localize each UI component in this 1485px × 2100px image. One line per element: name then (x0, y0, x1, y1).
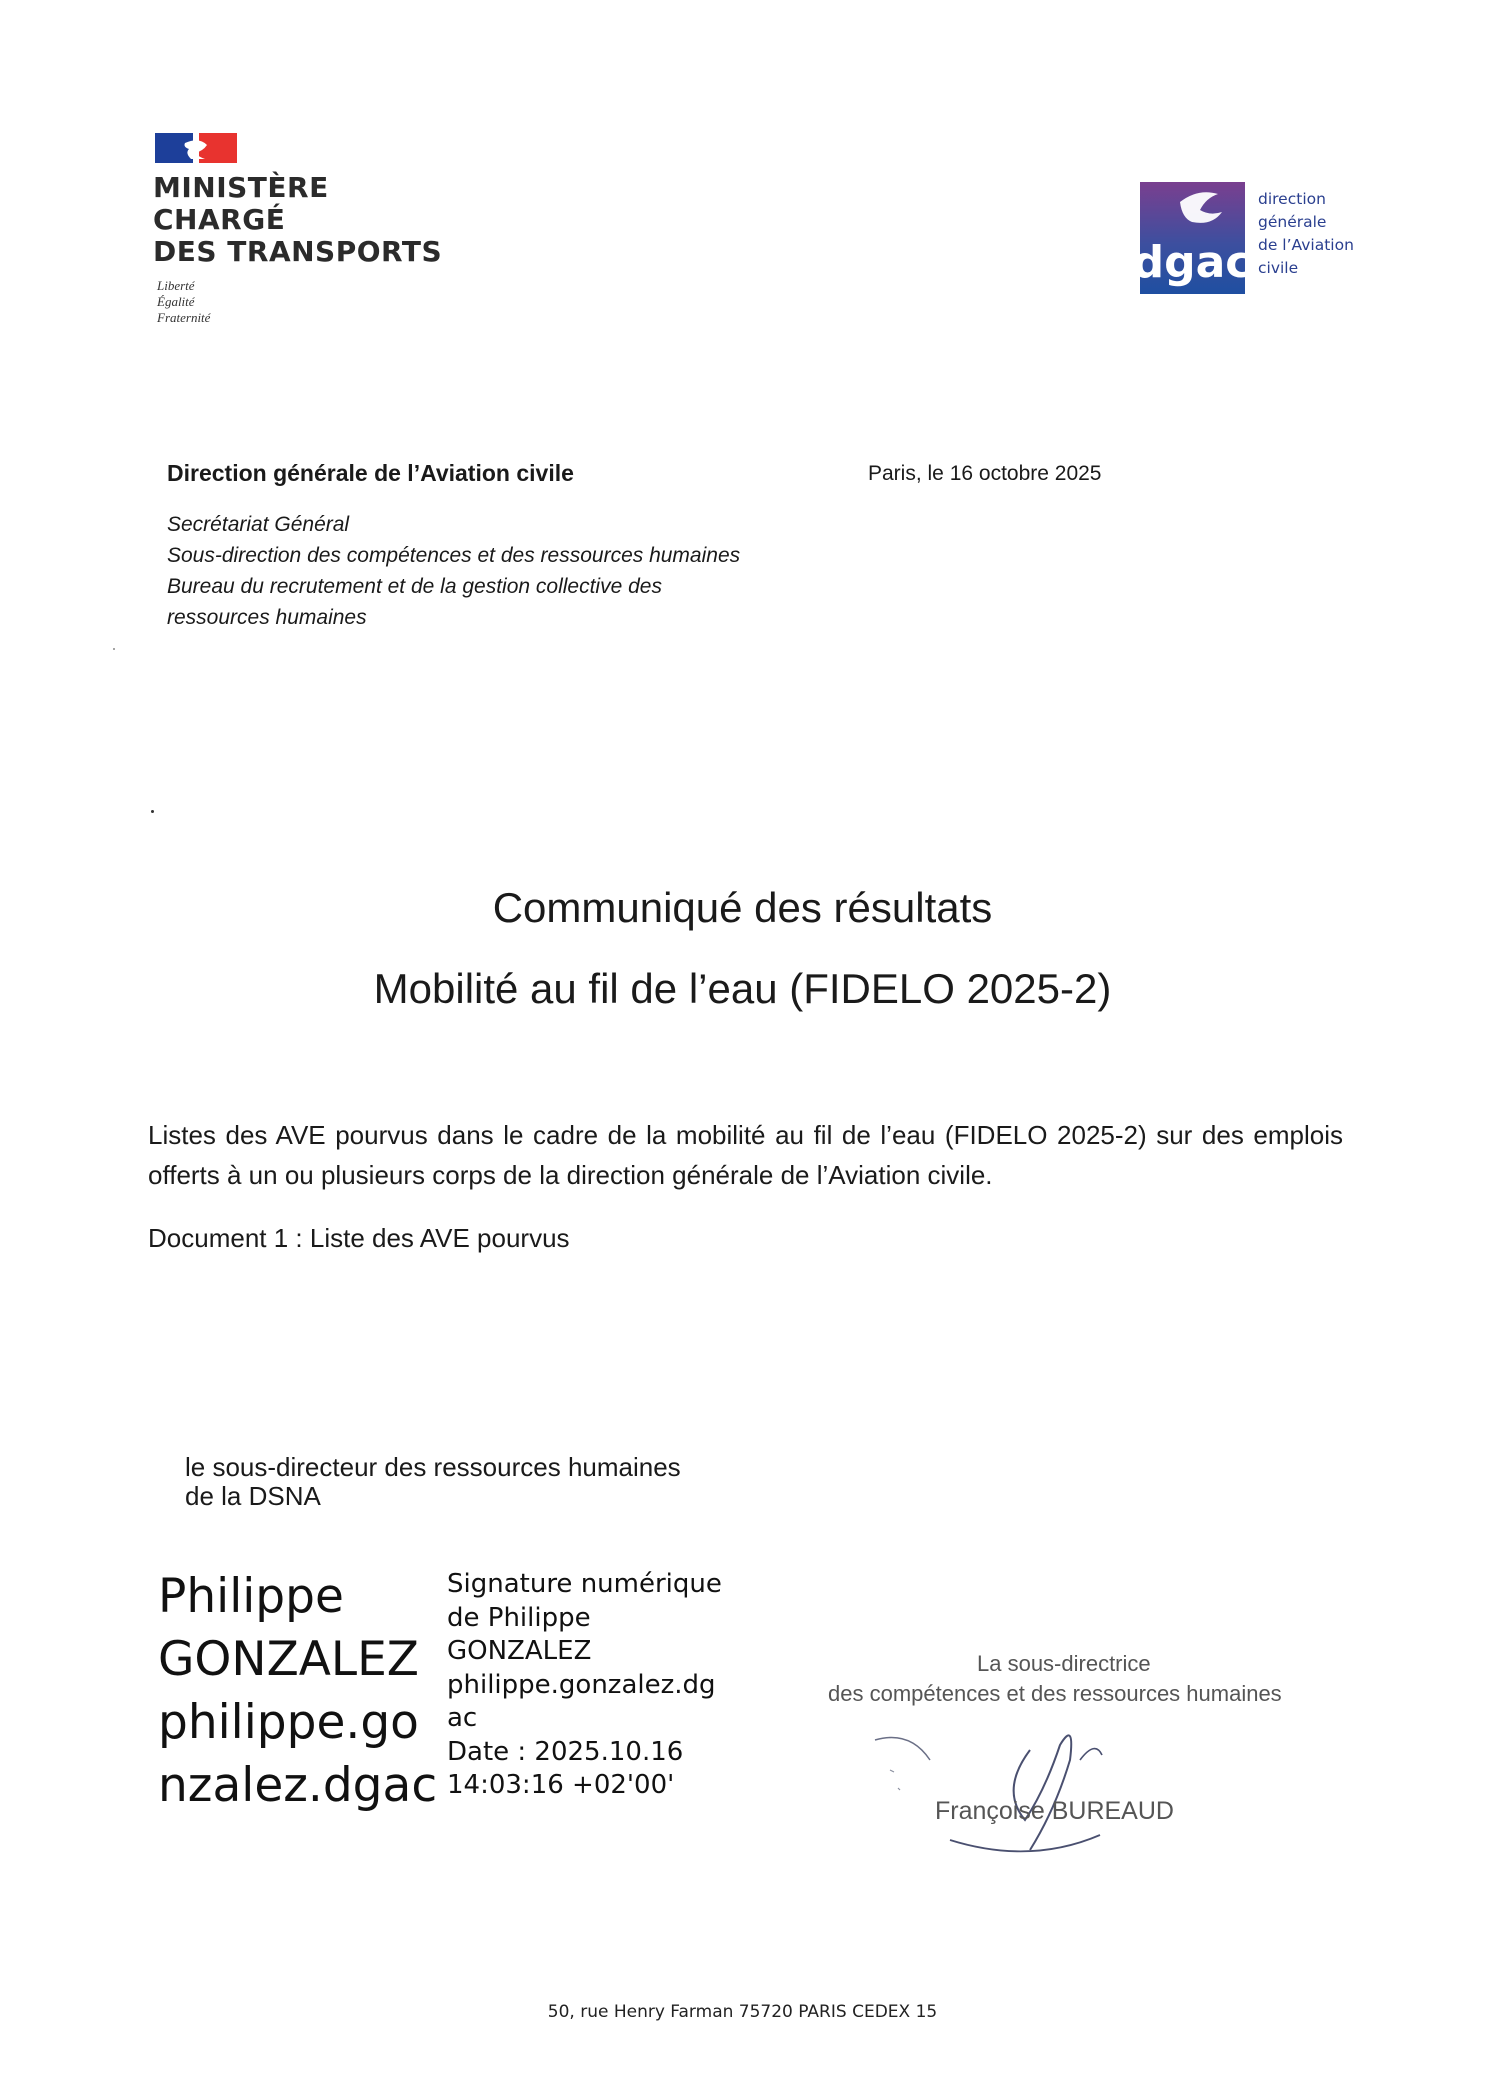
sender-service (167, 509, 740, 633)
ministry-name-line: MINISTÈRE (153, 171, 329, 204)
signature-name-line: nzalez.dgac (158, 1758, 438, 1813)
footer-address: 50, rue Henry Farman 75720 PARIS CEDEX 15 (547, 2002, 938, 2022)
stamp-title: La sous-directrice (977, 1651, 1151, 1676)
signature-name-line: Philippe (158, 1569, 344, 1624)
marianne-flag-logo (155, 133, 237, 163)
service-line: Secrétariat Général (167, 513, 350, 536)
ministry-name-line: DES TRANSPORTS (153, 235, 443, 268)
ministry-name (153, 172, 442, 268)
dgac-text-line: direction (1258, 190, 1326, 208)
scan-speck (151, 810, 154, 813)
sender-direction: Direction générale de l’Aviation civile (167, 460, 574, 486)
signature-info-line: philippe.gonzalez.dg (447, 1669, 716, 1700)
service-line: Sous-direction des compétences et des ressources humaines (167, 544, 741, 567)
scan-speck (113, 648, 115, 650)
service-line: Bureau du recrutement et de la gestion collective des (167, 575, 662, 598)
signature-name-line: philippe.go (158, 1695, 419, 1750)
signature-info-line: de Philippe (447, 1602, 591, 1633)
signature-info-line: GONZALEZ (447, 1636, 592, 1666)
stamp-subtitle: des compétences et des ressources humaines (828, 1681, 1282, 1706)
digital-signature-name (158, 1565, 437, 1817)
letter-date: Paris, le 16 octobre 2025 (868, 462, 1102, 485)
signature-info-line: ac (447, 1703, 478, 1733)
ministry-name-line: CHARGÉ (153, 203, 286, 236)
dgac-logo-mark: dgac (1132, 237, 1252, 288)
signatory-role (185, 1453, 681, 1511)
document-subtitle: Mobilité au fil de l’eau (FIDELO 2025-2) (373, 965, 1112, 1012)
signature-info-line: Signature numérique (447, 1569, 722, 1599)
dgac-logo (1132, 182, 1252, 294)
document-reference: Document 1 : Liste des AVE pourvus (148, 1223, 570, 1253)
motto-line: Liberté (157, 278, 195, 293)
motto-line: Fraternité (157, 310, 211, 325)
handwritten-signature (830, 1700, 1190, 1860)
digital-signature-info (447, 1568, 722, 1803)
role-line: le sous-directeur des ressources humaines (185, 1452, 681, 1482)
role-line: de la DSNA (185, 1481, 321, 1511)
motto-line: Égalité (157, 294, 195, 309)
document-title: Communiqué des résultats (492, 884, 993, 931)
dgac-text-line: générale (1258, 213, 1327, 231)
signature-info-line: Date : 2025.10.16 (447, 1736, 684, 1767)
dgac-text-line: civile (1258, 259, 1299, 277)
republic-motto (157, 278, 210, 326)
service-line: ressources humaines (167, 606, 367, 629)
body-paragraph: Listes des AVE pourvus dans le cadre de la mobilité au fil de l’eau (FIDELO 2025-2) sur des emplois offerts à un ou plusieurs corps de la direction générale de l’Aviation civile. (148, 1120, 1343, 1190)
dgac-text-line: de l’Aviation (1258, 236, 1354, 254)
dgac-logo-text (1258, 188, 1354, 280)
signature-info-line: 14:03:16 +02'00' (447, 1770, 675, 1800)
signature-name-line: GONZALEZ (158, 1632, 420, 1687)
stamp-signatory-name: Françoise BUREAUD (935, 1797, 1174, 1825)
